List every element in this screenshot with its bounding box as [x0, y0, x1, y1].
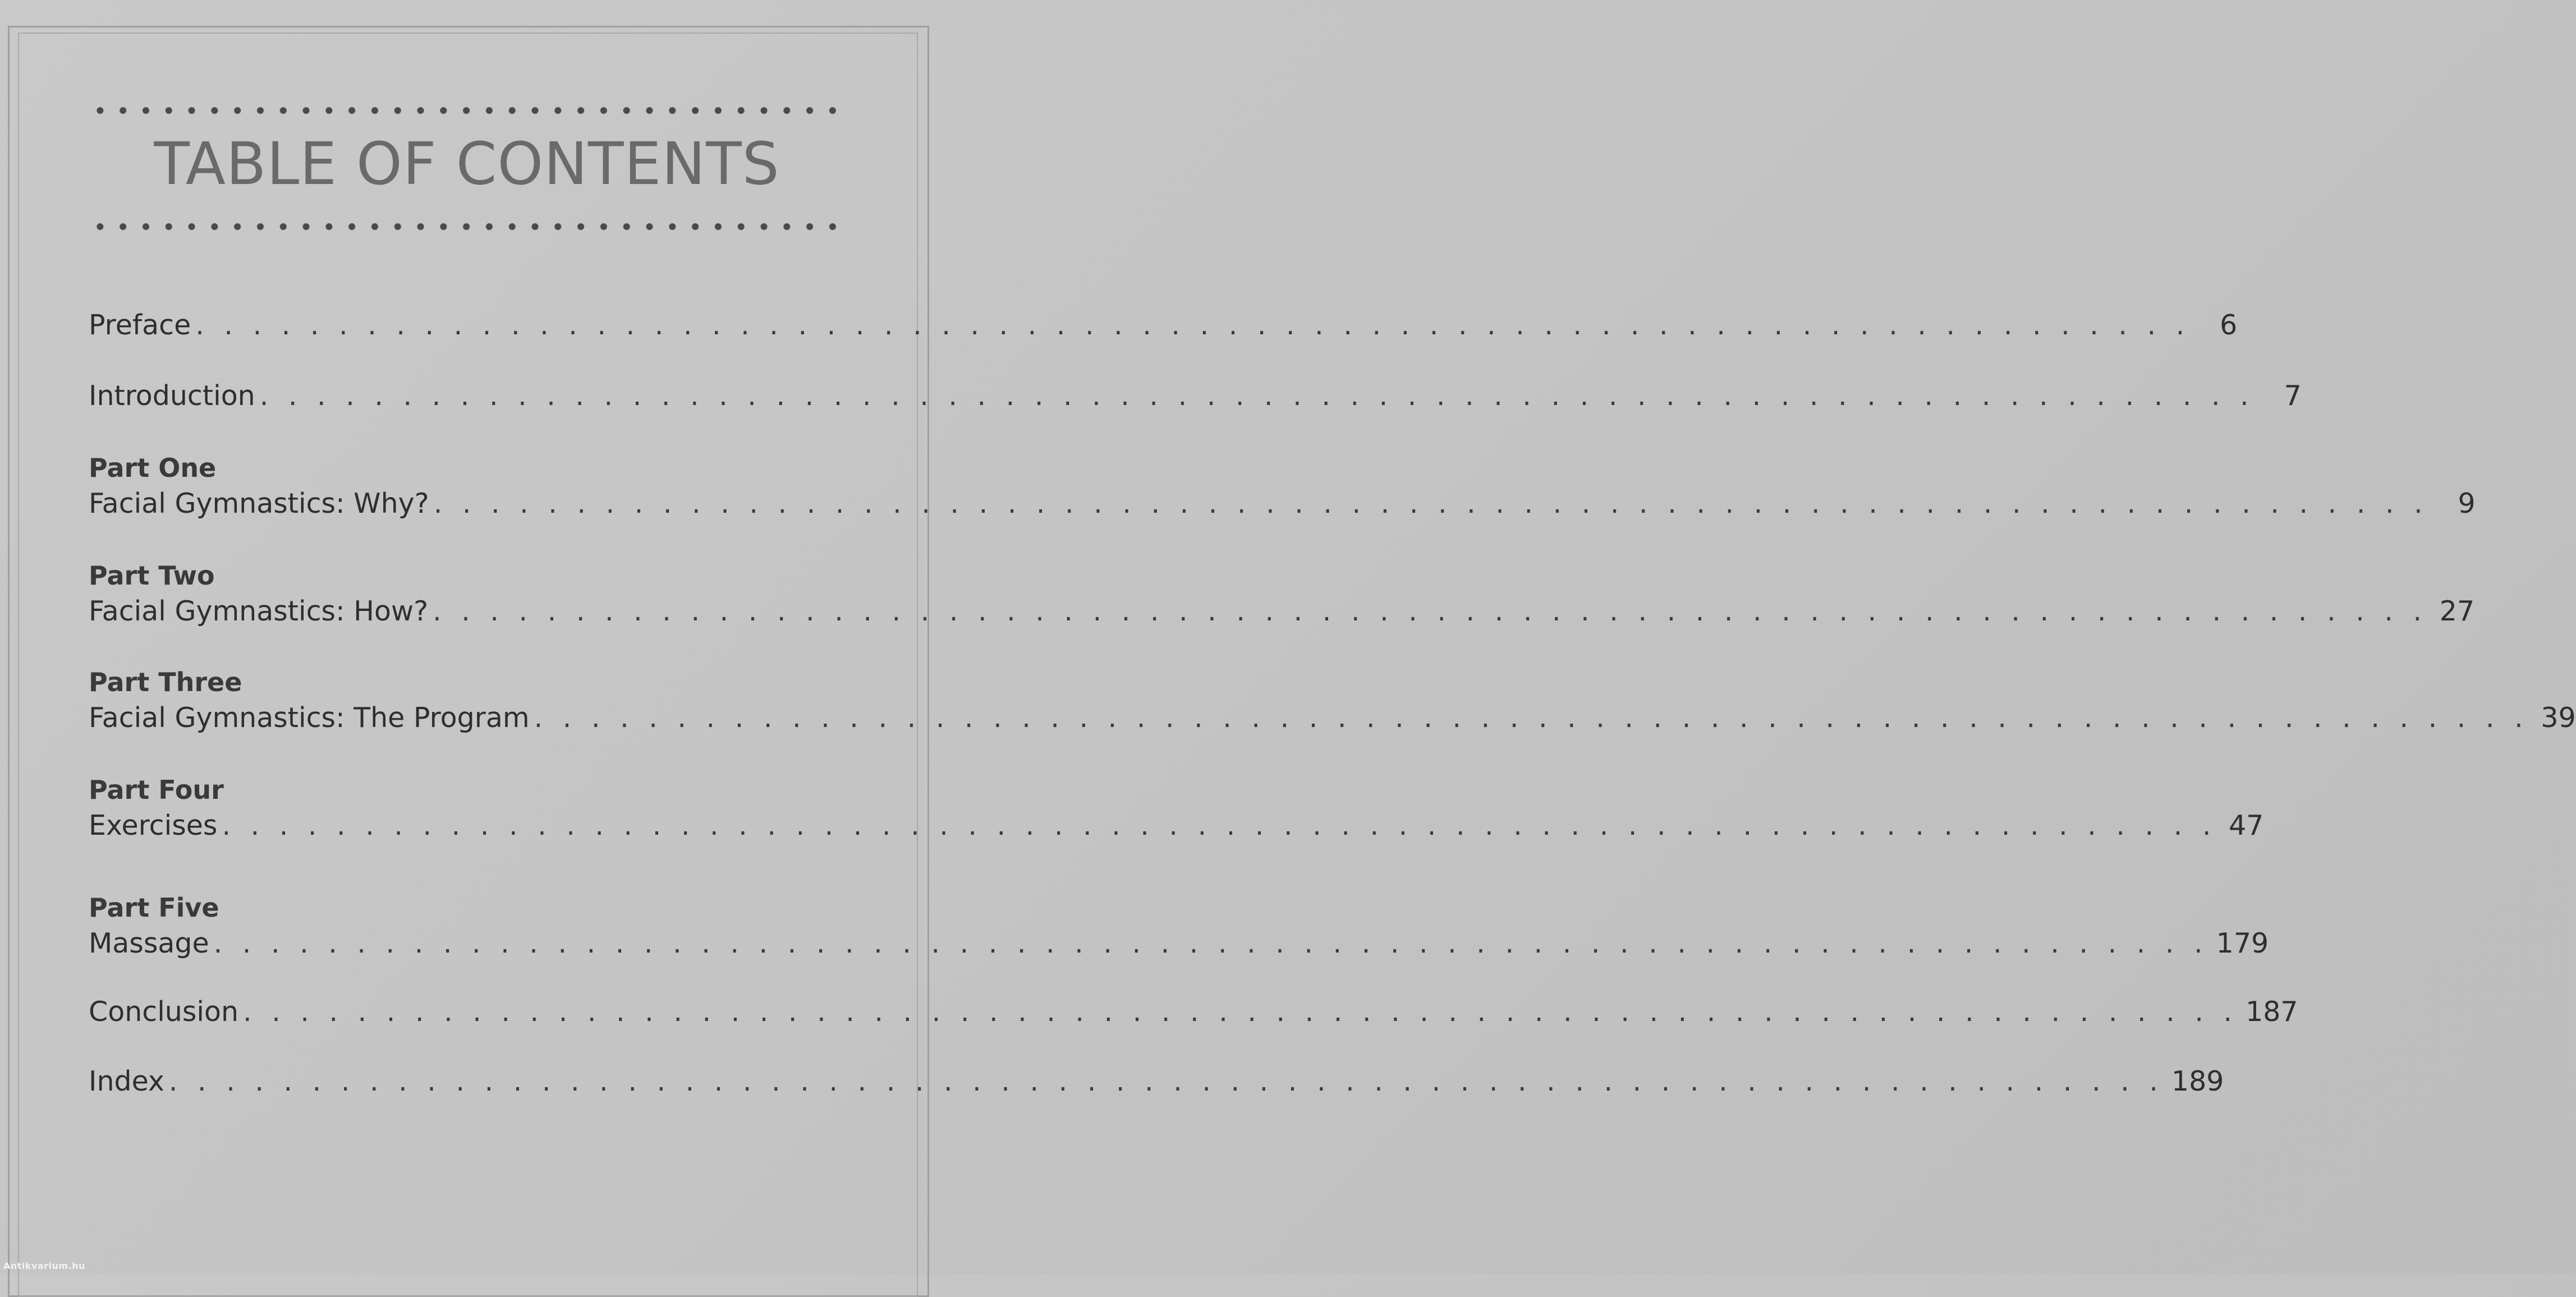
toc-line — [89, 1064, 2224, 1101]
toc-entry-introduction — [89, 378, 2302, 415]
toc-page-number: 187 — [2246, 996, 2298, 1028]
toc-entry-part-one — [89, 452, 2476, 523]
watermark: Antikvarium.hu — [3, 1261, 86, 1271]
part-label: Part Two — [89, 560, 215, 591]
dot-leader: . . . . . . . . . . . . . . . . . . . . . . . . . . . . . . . . . . . . . . . . . . . . . . . . . . . . . . . . . . . . . . . . . . . . . . — [195, 309, 2191, 341]
toc-page-number: 9 — [2458, 487, 2476, 519]
toc-line — [89, 486, 2476, 523]
dotted-rule-top — [89, 107, 845, 114]
dot-leader: . . . . . . . . . . . . . . . . . . . . . . . . . . . . . . . . . . . . . . . . . . . . . . . . . . . . . . . . . . . . . . . . . . . . . . — [259, 380, 2254, 412]
toc-entry-index — [89, 1064, 2224, 1101]
part-label: Part Three — [89, 667, 242, 697]
toc-entry-preface — [89, 307, 2238, 344]
toc-line — [89, 994, 2298, 1031]
dot-leader: . . . . . . . . . . . . . . . . . . . . . . . . . . . . . . . . . . . . . . . . . . . . . . . . . . . . . . . . . . . . . . . . . . . . . . — [213, 927, 2208, 959]
toc-page-number: 179 — [2216, 927, 2269, 959]
page-title: TABLE OF CONTENTS — [154, 130, 780, 198]
dot-leader: . . . . . . . . . . . . . . . . . . . . . . . . . . . . . . . . . . . . . . . . . . . . . . . . . . . . . . . . . . . . . . . . . . . . . . — [243, 996, 2238, 1028]
dot-leader: . . . . . . . . . . . . . . . . . . . . . . . . . . . . . . . . . . . . . . . . . . . . . . . . . . . . . . . . . . . . . . . . . . . . . . — [534, 702, 2529, 734]
toc-entry-title: Conclusion — [89, 996, 239, 1028]
toc-entry-title: Index — [89, 1065, 164, 1097]
toc-entry-conclusion — [89, 994, 2298, 1031]
toc-entry-title: Facial Gymnastics: Why? — [89, 487, 429, 519]
toc-entry-part-two — [89, 560, 2475, 631]
toc-entry-title: Preface — [89, 309, 191, 341]
toc-entry-part-five — [89, 892, 2269, 963]
part-label: Part Four — [89, 775, 224, 805]
toc-page-number: 7 — [2284, 380, 2302, 412]
toc-line — [89, 700, 2576, 737]
toc-line — [89, 307, 2238, 344]
toc-page-number: 47 — [2229, 810, 2264, 841]
toc-line — [89, 926, 2269, 963]
toc-line — [89, 808, 2264, 845]
toc-page-number: 6 — [2220, 309, 2238, 341]
toc-line — [89, 594, 2475, 631]
dot-leader: . . . . . . . . . . . . . . . . . . . . . . . . . . . . . . . . . . . . . . . . . . . . . . . . . . . . . . . . . . . . . . . . . . . . . . — [168, 1065, 2164, 1097]
toc-entry-title: Facial Gymnastics: The Program — [89, 702, 530, 734]
toc-page-number: 39 — [2541, 702, 2576, 734]
toc-entry-title: Exercises — [89, 810, 218, 841]
toc-page-number: 27 — [2439, 595, 2475, 627]
part-label: Part One — [89, 453, 217, 483]
toc-line — [89, 378, 2302, 415]
dotted-rule-bottom — [89, 223, 845, 231]
toc-entry-title: Introduction — [89, 380, 255, 412]
dot-leader: . . . . . . . . . . . . . . . . . . . . . . . . . . . . . . . . . . . . . . . . . . . . . . . . . . . . . . . . . . . . . . . . . . . . . . — [222, 810, 2217, 841]
part-label: Part Five — [89, 893, 219, 923]
toc-entry-part-three — [89, 666, 2576, 737]
dot-leader: . . . . . . . . . . . . . . . . . . . . . . . . . . . . . . . . . . . . . . . . . . . . . . . . . . . . . . . . . . . . . . . . . . . . . . — [433, 487, 2428, 519]
toc-entry-title: Massage — [89, 927, 209, 959]
dot-leader: . . . . . . . . . . . . . . . . . . . . . . . . . . . . . . . . . . . . . . . . . . . . . . . . . . . . . . . . . . . . . . . . . . . . . . — [433, 595, 2428, 627]
toc-entry-part-four — [89, 774, 2264, 845]
toc-page-number: 189 — [2171, 1065, 2224, 1097]
toc-entry-title: Facial Gymnastics: How? — [89, 595, 429, 627]
